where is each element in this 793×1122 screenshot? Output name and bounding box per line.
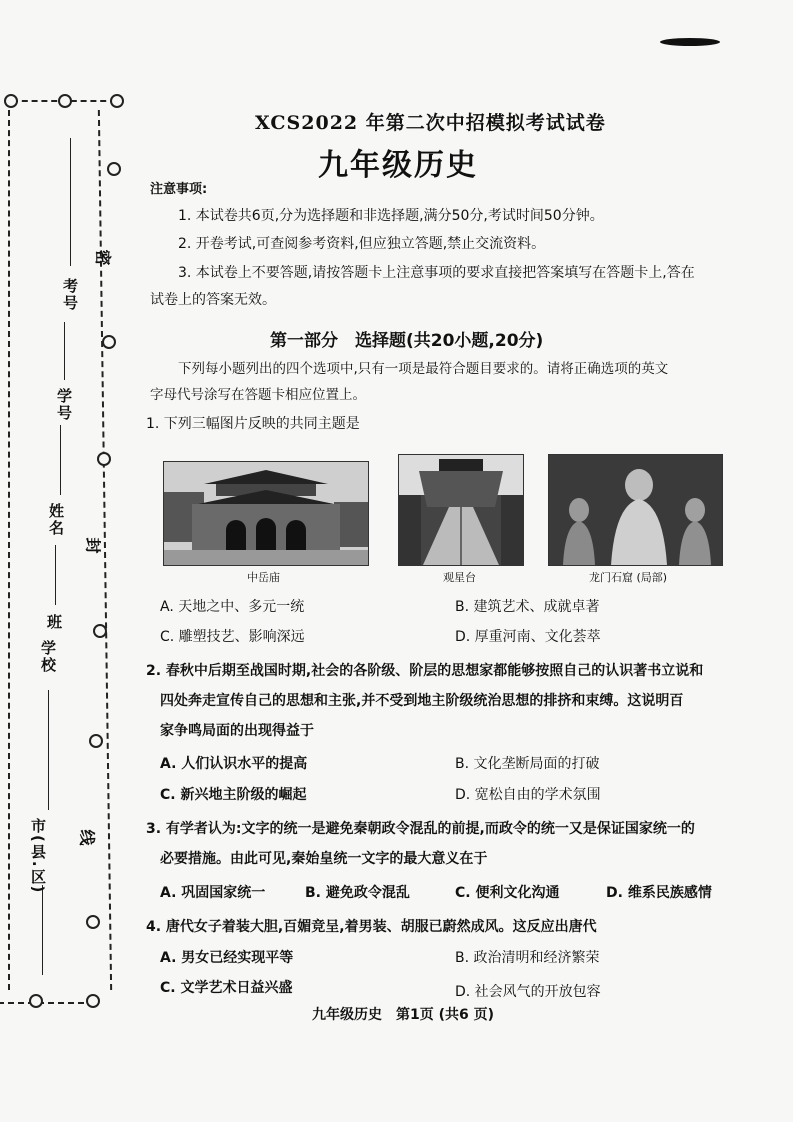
q2-option-c: C. 新兴地主阶级的崛起: [160, 787, 307, 803]
exam-title: XCS2022 年第二次中招模拟考试试卷: [255, 112, 606, 134]
binding-hole: [4, 94, 18, 108]
q1-option-a: A. 天地之中、多元一统: [160, 599, 305, 615]
binding-hole: [86, 915, 100, 929]
q2-stem: 2. 春秋中后期至战国时期,社会的各阶级、阶层的思想家都能够按照自己的认识著书立说和: [146, 663, 704, 679]
binding-bottom-dash: [0, 1002, 94, 1004]
note-item: 1. 本试卷共6页,分为选择题和非选择题,满分50分,考试时间50分钟。: [178, 208, 604, 224]
q3-option-c: C. 便利文化沟通: [455, 885, 560, 901]
field-name: 姓名: [47, 503, 65, 537]
section-instruction: 字母代号涂写在答题卡相应位置上。: [150, 387, 366, 403]
q3-stem: 必要措施。由此可见,秦始皇统一文字的最大意义在于: [160, 851, 488, 867]
q4-option-b: B. 政治清明和经济繁荣: [455, 950, 600, 966]
q2-option-d: D. 宽松自由的学术氛围: [455, 787, 601, 803]
binding-hole: [102, 335, 116, 349]
q4-stem: 4. 唐代女子着装大胆,百媚竞呈,着男装、胡服已蔚然成风。这反应出唐代: [146, 919, 597, 935]
fill-line: [70, 138, 71, 266]
q1-option-c: C. 雕塑技艺、影响深远: [160, 629, 305, 645]
photo-observatory: [398, 454, 524, 566]
q3-option-a: A. 巩固国家统一: [160, 885, 266, 901]
q2-option-a: A. 人们认识水平的提高: [160, 756, 308, 772]
field-class: 班: [45, 614, 63, 631]
binding-hole: [58, 94, 72, 108]
binding-hole: [97, 452, 111, 466]
fill-line: [55, 545, 56, 605]
q4-option-a: A. 男女已经实现平等: [160, 950, 294, 966]
q2-stem: 四处奔走宣传自己的思想和主张,并不受到地主阶级统治思想的排挤和束缚。这说明百: [160, 693, 684, 709]
q3-stem: 3. 有学者认为:文字的统一是避免秦朝政令混乱的前提,而政令的统一又是保证国家统一的: [146, 821, 695, 837]
binding-hole: [89, 734, 103, 748]
note-item: 3. 本试卷上不要答题,请按答题卡上注意事项的要求直接把答案填写在答题卡上,答在: [178, 265, 695, 281]
note-item: 试卷上的答案无效。: [150, 292, 276, 308]
binding-hole: [110, 94, 124, 108]
binding-hole: [29, 994, 43, 1008]
binding-hole: [107, 162, 121, 176]
q3-option-d: D. 维系民族感情: [606, 885, 712, 901]
seal-char: 线: [77, 829, 97, 846]
scan-mark: [660, 38, 720, 46]
note-item: 2. 开卷考试,可查阅参考资料,但应独立答题,禁止交流资料。: [178, 236, 546, 252]
caption-zhongyue: 中岳庙: [247, 571, 280, 584]
binding-hole: [93, 624, 107, 638]
q4-option-d: D. 社会风气的开放包容: [455, 984, 601, 1000]
field-exam-number: 考号: [61, 278, 79, 312]
caption-observatory: 观星台: [443, 571, 476, 584]
field-school: 学校: [39, 640, 57, 674]
fill-line: [42, 885, 43, 975]
seal-char: 封: [83, 537, 103, 554]
q1-option-d: D. 厚重河南、文化荟萃: [455, 629, 601, 645]
subject-title: 九年级历史: [318, 148, 478, 183]
section-title: 第一部分 选择题(共20小题,20分): [270, 331, 544, 351]
notes-title: 注意事项:: [150, 182, 208, 197]
q1-option-b: B. 建筑艺术、成就卓著: [455, 599, 600, 615]
q1-stem: 1. 下列三幅图片反映的共同主题是: [146, 416, 360, 432]
photo-zhongyue-temple: [163, 461, 369, 566]
fill-line: [48, 690, 49, 810]
section-instruction: 下列每小题列出的四个选项中,只有一项是最符合题目要求的。请将正确选项的英文: [178, 361, 669, 377]
binding-hole: [86, 994, 100, 1008]
fill-line: [60, 425, 61, 495]
fill-line: [64, 322, 65, 380]
q3-option-b: B. 避免政令混乱: [305, 885, 410, 901]
field-city: 市(县.区): [29, 818, 47, 895]
binding-left-dash: [8, 110, 10, 990]
field-student-id: 学号: [55, 388, 73, 422]
page-footer: 九年级历史 第1页 (共6 页): [312, 1007, 495, 1023]
photo-longmen-grottoes: [548, 454, 723, 566]
q2-stem: 家争鸣局面的出现得益于: [160, 723, 314, 739]
caption-longmen: 龙门石窟 (局部): [589, 571, 668, 584]
q2-option-b: B. 文化垄断局面的打破: [455, 756, 600, 772]
q4-option-c: C. 文学艺术日益兴盛: [160, 980, 293, 996]
seal-char: 密: [93, 249, 113, 266]
